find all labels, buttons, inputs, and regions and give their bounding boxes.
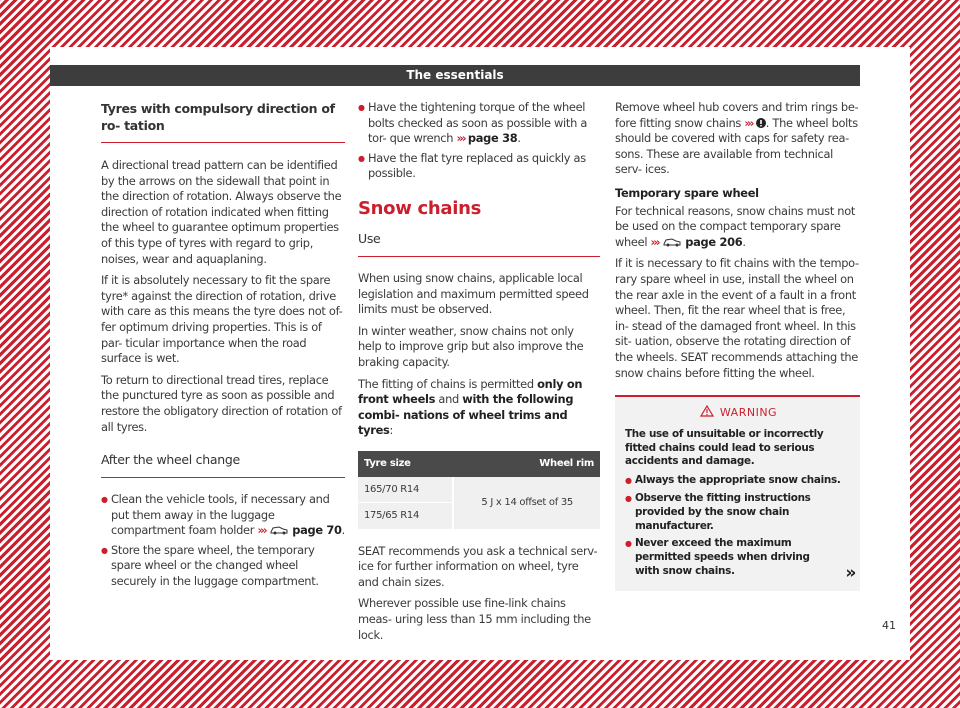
page-number: 41	[882, 619, 896, 632]
section-heading-directional: Tyres with compulsory direction of ro- tation	[101, 100, 345, 143]
table-cell: 175/65 R14	[358, 503, 453, 530]
cross-reference-arrows: ›››	[650, 234, 659, 249]
paragraph: For technical reasons, snow chains must not be used on the compact temporary spare wheel ››› page 206.	[615, 203, 856, 249]
tyre-rim-table	[358, 451, 600, 530]
table-cell: 5 J x 14 offset of 35	[453, 477, 600, 530]
column-left	[101, 100, 345, 594]
list-item: ● Always the appropriate snow chains.	[625, 474, 852, 488]
list-item: ● Never exceed the maximum permitted speeds when driving with snow chains.	[625, 537, 852, 578]
section-header: The essentials	[50, 65, 860, 86]
table-cell: 165/70 R14	[358, 477, 453, 503]
page-reference-link[interactable]: page 38	[467, 131, 518, 146]
list-item: ● Have the flat tyre replaced as quickly as possible.	[358, 151, 600, 182]
warning-intro: The use of unsuitable or incorrectly fitted chains could lead to serious accidents and damage.	[625, 427, 824, 468]
chapter-title: Snow chains	[358, 197, 482, 219]
list-item: ● Have the tightening torque of the wheel bolts checked as soon as possible with a tor- que wrench ››› page 38.	[358, 100, 600, 147]
paragraph: Wherever possible use fine-link chains meas- uring less than 15 mm including the lock.	[358, 596, 591, 642]
paragraph: When using snow chains, applicable local legislation and maximum permitted speed limits must be observed.	[358, 270, 589, 317]
table-header-cell: Tyre size	[358, 451, 453, 477]
paragraph: A directional tread pattern can be identified by the arrows on the sidewall that point in the direction of rotation. Always observe the direction of rotation indicated when fitting the wheel to guarantee optimum properties of this type of tyres with regard to grip, noises, wear and aquaplaning.	[101, 158, 342, 266]
subsection-heading: Temporary spare wheel	[615, 185, 759, 200]
table-header-row	[358, 451, 600, 477]
paragraph: To return to directional tread tires, replace the punctured tyre as soon as possible and restore the obligatory direction of rotation of all tyres.	[101, 372, 342, 434]
warning-heading: WARNING	[625, 405, 852, 420]
paragraph: If it is absolutely necessary to fit the spare tyre* against the direction of rotation, drive with care as this means the tyre does not of- fer optimum driving properties. This is of par- ticular importance when the road surface is wet.	[101, 273, 343, 366]
list-item: ● Store the spare wheel, the temporary spare wheel or the changed wheel securely in the luggage compartment.	[101, 543, 345, 590]
warning-triangle-icon	[700, 405, 714, 417]
paragraph: SEAT recommends you ask a technical serv- ice for further information on wheel, tyre and chain sizes.	[358, 543, 598, 589]
list-item: ● Observe the fitting instructions provided by the snow chain manufacturer.	[625, 492, 852, 533]
table-header-cell: Wheel rim	[453, 451, 600, 477]
warning-circle-icon	[756, 118, 766, 128]
cross-reference-arrows: ›››	[744, 115, 753, 130]
car-jack-icon	[662, 236, 682, 247]
section-heading-after-change: After the wheel change	[101, 451, 345, 478]
cross-reference-arrows: ›››	[257, 523, 266, 538]
page-reference-link[interactable]: page 70	[292, 523, 342, 538]
page-reference-link[interactable]: page 206	[685, 234, 743, 249]
list-item: ● Clean the vehicle tools, if necessary and put them away in the luggage compartment foam holder ››› page 70.	[101, 492, 345, 539]
column-middle	[358, 100, 600, 649]
cross-reference-arrows: ›››	[456, 131, 465, 146]
continue-marker: »	[845, 563, 856, 584]
section-heading-use: Use	[358, 230, 600, 257]
car-jack-icon	[269, 524, 289, 535]
table-row	[358, 477, 600, 503]
column-right	[615, 100, 860, 591]
paragraph: In winter weather, snow chains not only help to improve grip but also improve the braking capacity.	[358, 323, 584, 369]
paragraph: Remove wheel hub covers and trim rings be- fore fitting snow chains ››› . The wheel bolts should be covered with caps for safety rea- sons. These are available from technical serv- ices.	[615, 100, 859, 177]
paragraph: If it is necessary to fit chains with the tempo- rary spare wheel in use, install the wheel on the rear axle in the event of a fault in a front wheel. Then, fit the rear wheel that is free, in- stead of the damaged front wheel. In this sit- uation, observe the rotating direction of the wheels. SEAT recommends attaching the snow chains before fitting the wheel.	[615, 256, 859, 380]
paragraph: The fitting of chains is permitted only on front wheels and with the following combi- nations of wheel trims and tyres:	[358, 376, 583, 438]
warning-box	[615, 395, 860, 591]
